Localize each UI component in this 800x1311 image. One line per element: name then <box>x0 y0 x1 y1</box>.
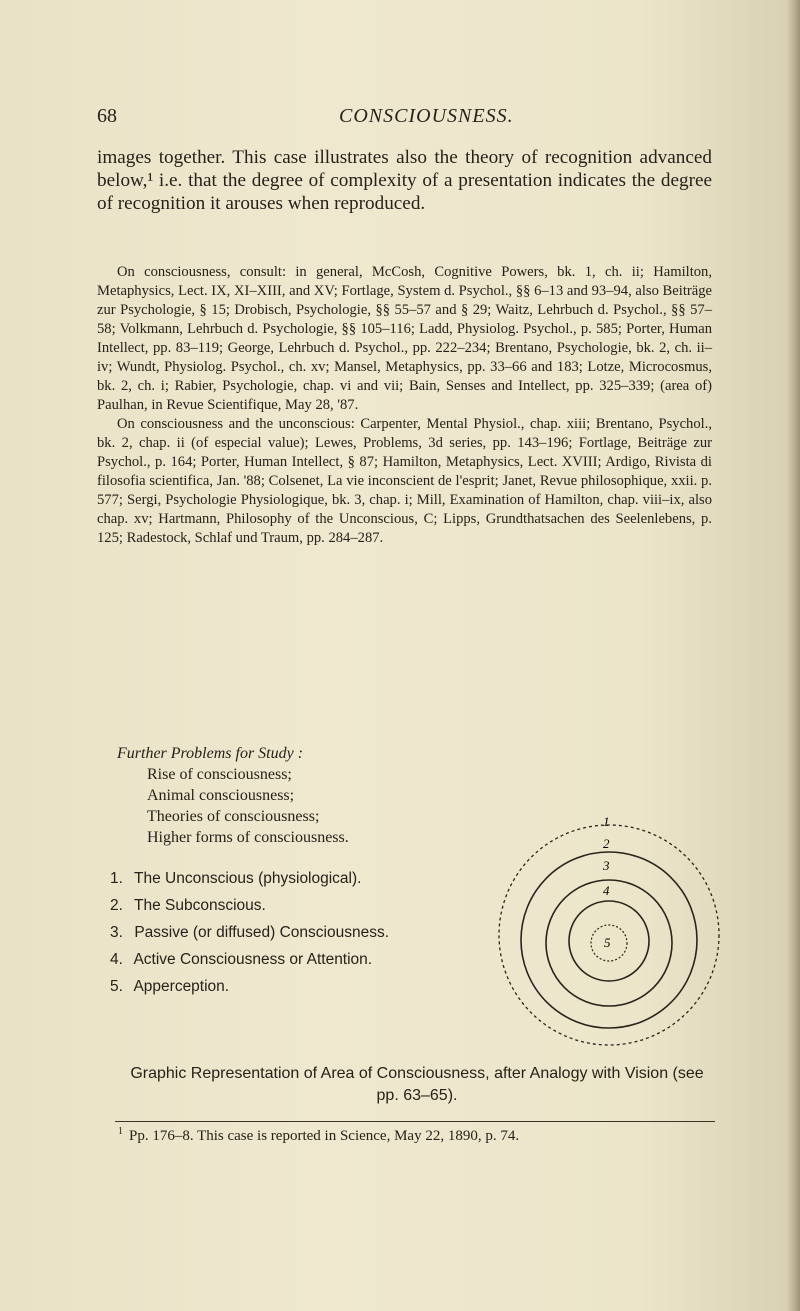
legend-number: 5. <box>110 978 123 995</box>
running-head: CONSCIOUSNESS. <box>339 105 514 127</box>
legend-number: 1. <box>110 870 123 887</box>
problem-item: Rise of consciousness; <box>147 766 292 783</box>
diagram-label-5: 5 <box>604 935 611 950</box>
problem-item: Animal consciousness; <box>147 787 295 804</box>
legend-label: The Unconscious (physiological). <box>134 870 362 887</box>
page-header <box>97 105 709 131</box>
reference-notes <box>97 263 712 548</box>
legend-number: 4. <box>110 951 123 968</box>
body-paragraph: images together. This case illustrates also the theory of recognition advanced below,¹ i.e. that the degree of complexity of a presentation indicates the degree of recognition it arouses when reproduced. <box>97 147 712 214</box>
unconscious-references: On consciousness and the unconscious: Carpenter, Mental Physiol., chap. xiii; Brentano, Psychol., bk. 2, chap. ii (of especial value); Lewes, Problems, 3d series, pp. 143–196; Fortlage, Beiträge zur Psychol., p. 164; Porter, Human Intellect, § 87; Hamilton, Metaphysics, Lect. XVIII; Ardigo, Rivista di filosofia scientifica, Jan. '88; Colsenet, La vie inconscient de l'esprit; Janet, Revue philosophique, xxii. p. 577; Sergi, Psychologie Physiologique, bk. 3, chap. i; Mill, Examination of Hamilton, chap. viii–ix, also chap. xv; Hartmann, Philosophy of the Unconscious, C; Lipps, Grundthatsachen des Seelenlebens, p. 125; Radestock, Schlaf und Traum, pp. 284–287. <box>97 416 712 546</box>
diagram-legend <box>110 865 490 1000</box>
legend-label: Active Consciousness or Attention. <box>133 951 373 968</box>
page-number: 68 <box>97 105 117 127</box>
consciousness-references: On consciousness, consult: in general, McCosh, Cognitive Powers, bk. 1, ch. ii; Hamilton, Metaphysics, Lect. IX, XI–XIII, and XV; Fortlage, System d. Psychol., §§ 6–13 and 93–94, also Beiträge zur Psychologie, § 15; Drobisch, Psychologie, §§ 55–57 and § 29; Waitz, Lehrbuch d. Psychol., §§ 57–58; Volkmann, Lehrbuch d. Psychologie, §§ 105–116; Ladd, Physiolog. Psychol., p. 585; Porter, Human Intellect, pp. 83–119; George, Lehrbuch d. Psychol., pp. 222–234; Brentano, Psychologie, bk. 2, ch. ii–iv; Wundt, Physiolog. Psychol., ch. xv; Mansel, Metaphysics, pp. 33–66 and 183; Lotze, Microcosmus, bk. 2, ch. i; Rabier, Psychologie, chap. vi and vii; Bain, Senses and Intellect, pp. 325–339; (area of) Paulhan, in Revue Scientifique, May 28, '87. <box>97 264 712 413</box>
consciousness-circles-diagram <box>485 815 735 1055</box>
legend-label: Passive (or diffused) Consciousness. <box>134 924 390 941</box>
diagram-label-3: 3 <box>603 858 610 873</box>
diagram-label-4: 4 <box>603 883 610 898</box>
legend-label: The Subconscious. <box>134 897 266 914</box>
legend-number: 3. <box>110 924 123 941</box>
legend-label: Apperception. <box>133 978 230 995</box>
footnote-marker: 1 <box>118 1126 123 1137</box>
problem-item: Theories of consciousness; <box>147 808 320 825</box>
legend-item <box>110 973 490 1000</box>
legend-item <box>110 946 490 973</box>
diagram-label-1: 1 <box>603 815 610 829</box>
problems-heading: Further Problems for Study : <box>117 745 304 762</box>
page-edge-shadow <box>786 0 800 1311</box>
problem-item: Higher forms of consciousness. <box>147 829 349 846</box>
legend-number: 2. <box>110 897 123 914</box>
legend-item <box>110 892 490 919</box>
footnote-text: Pp. 176–8. This case is reported in Science, May 22, 1890, p. 74. <box>129 1128 520 1144</box>
body-paragraph-block <box>97 146 712 215</box>
legend-item <box>110 865 490 892</box>
legend-item <box>110 919 490 946</box>
figure-caption: Graphic Representation of Area of Consciousness, after Analogy with Vision (see pp. 63–65). <box>130 1065 704 1104</box>
diagram-label-2: 2 <box>603 836 610 851</box>
footnote <box>118 1122 718 1146</box>
